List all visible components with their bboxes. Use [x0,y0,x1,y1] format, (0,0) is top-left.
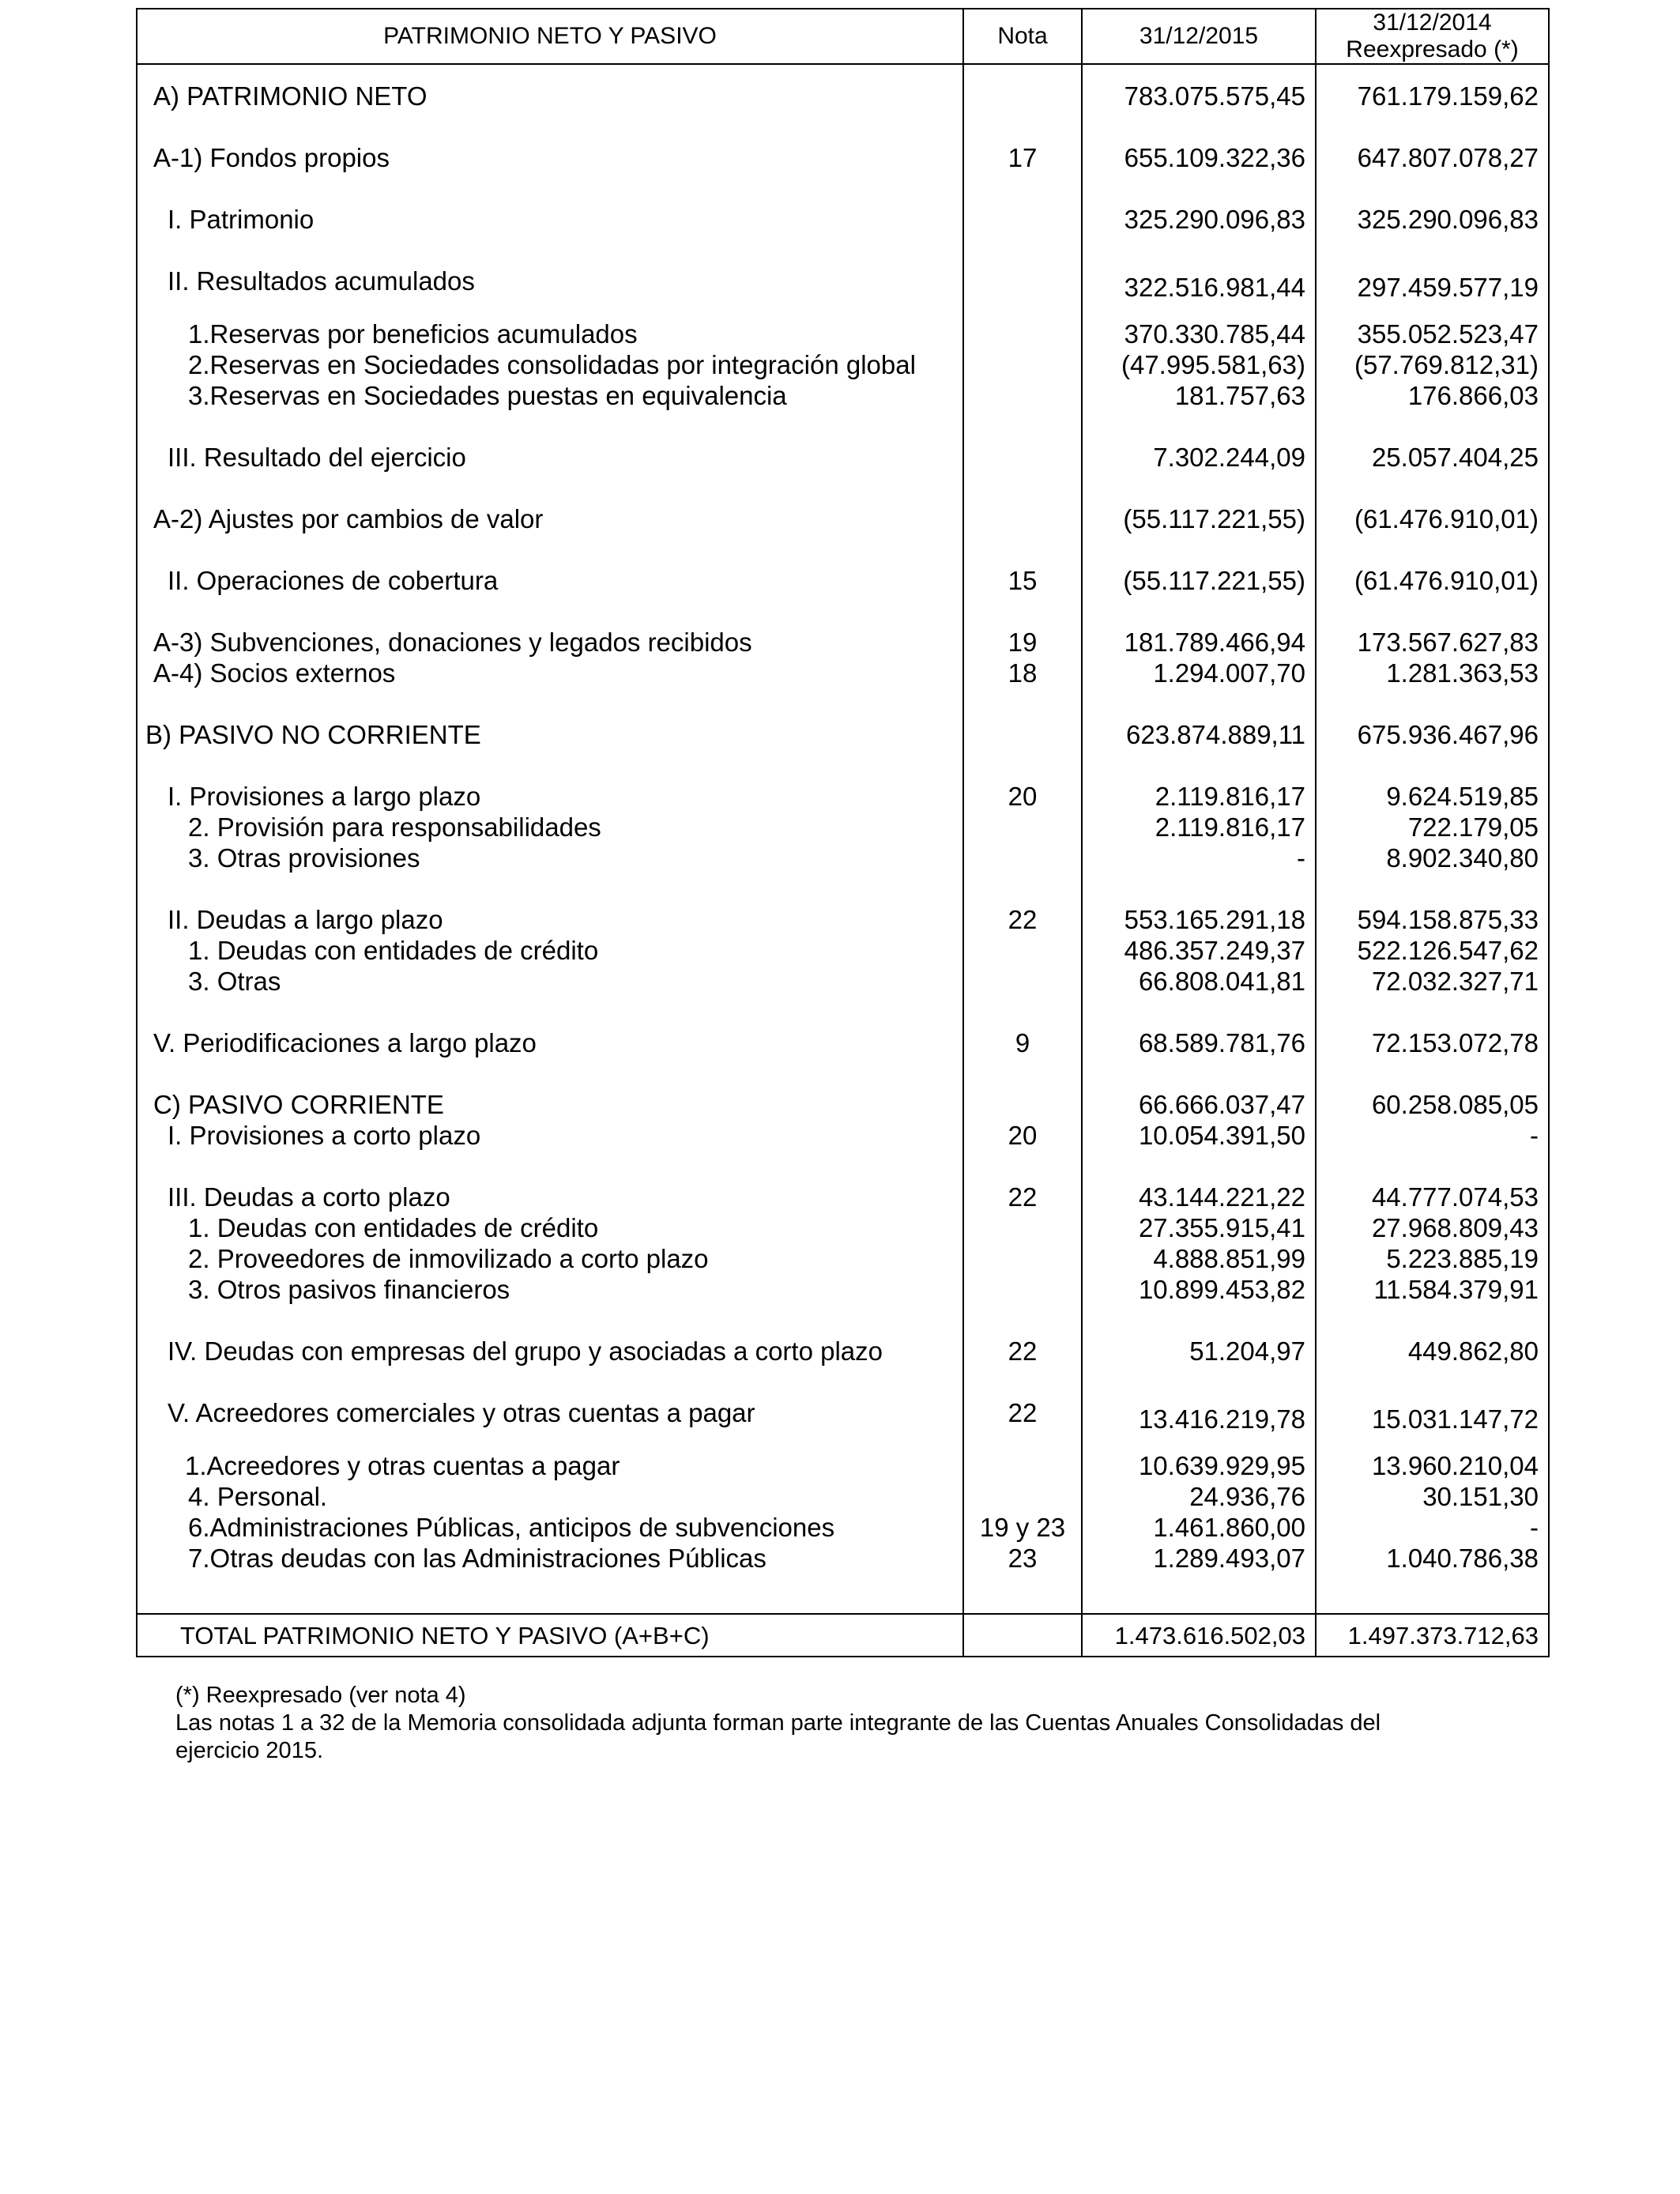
row-label: III. Deudas a corto plazo [137,1182,963,1212]
row-label: I. Provisiones a corto plazo [137,1120,963,1151]
row-value-2015: 181.757,63 [1082,380,1316,411]
row-nota: 19 [963,627,1082,658]
row-value-2014: - [1316,1120,1549,1151]
row-nota [963,1450,1082,1481]
row-value-2014: (61.476.910,01) [1316,565,1549,596]
row-value-2014: 13.960.210,04 [1316,1450,1549,1481]
row-nota [963,1481,1082,1512]
table-row [137,565,1549,596]
row-label: III. Resultado del ejercicio [137,442,963,473]
row-nota [963,380,1082,411]
row-value-2015: 486.357.249,37 [1082,935,1316,966]
total-nota [963,1614,1082,1657]
footnotes [175,1682,1479,1765]
table-row [137,1089,1549,1120]
table-row [137,204,1549,235]
table-row [137,1336,1549,1367]
row-value-2015: 68.589.781,76 [1082,1027,1316,1058]
table-row [137,503,1549,534]
row-nota: 18 [963,658,1082,688]
row-label: A-2) Ajustes por cambios de valor [137,503,963,534]
row-nota: 20 [963,781,1082,812]
row-label: 2. Provisión para responsabilidades [137,812,963,843]
row-value-2014: 44.777.074,53 [1316,1182,1549,1212]
row-label: B) PASIVO NO CORRIENTE [137,719,963,750]
row-nota [963,812,1082,843]
row-label: 7.Otras deudas con las Administraciones Públicas [137,1543,963,1574]
row-label: A-1) Fondos propios [137,142,963,173]
row-value-2014: 355.052.523,47 [1316,319,1549,349]
table-row [137,812,1549,843]
row-value-2014: 27.968.809,43 [1316,1212,1549,1243]
table-row [137,380,1549,411]
row-label: I. Patrimonio [137,204,963,235]
total-label: TOTAL PATRIMONIO NETO Y PASIVO (A+B+C) [137,1614,963,1657]
row-nota [963,935,1082,966]
row-value-2015: 1.289.493,07 [1082,1543,1316,1574]
row-value-2015: (47.995.581,63) [1082,349,1316,380]
total-value-2015: 1.473.616.502,03 [1082,1614,1316,1657]
row-value-2015: 325.290.096,83 [1082,204,1316,235]
table-row [137,142,1549,173]
footnote-memoria-line2: ejercicio 2015. [175,1738,323,1763]
row-label: 2.Reservas en Sociedades consolidadas por integración global [137,349,963,380]
row-value-2014: 325.290.096,83 [1316,204,1549,235]
row-value-2015: 43.144.221,22 [1082,1182,1316,1212]
row-value-2015: 2.119.816,17 [1082,812,1316,843]
row-value-2015: 370.330.785,44 [1082,319,1316,349]
row-value-2014: 1.040.786,38 [1316,1543,1549,1574]
row-value-2015: 51.204,97 [1082,1336,1316,1367]
row-value-2014: 11.584.379,91 [1316,1274,1549,1305]
table-row [137,1481,1549,1512]
table-row [137,966,1549,997]
row-value-2014: 522.126.547,62 [1316,935,1549,966]
row-value-2015: 322.516.981,44 [1082,266,1316,303]
row-value-2015: 7.302.244,09 [1082,442,1316,473]
row-label: 6.Administraciones Públicas, anticipos de subvenciones [137,1512,963,1543]
row-nota: 22 [963,1397,1082,1434]
row-nota [963,319,1082,349]
row-label: 3. Otras provisiones [137,843,963,873]
row-nota [963,843,1082,873]
row-label: 3. Otros pasivos financieros [137,1274,963,1305]
row-label: 1.Acreedores y otras cuentas a pagar [137,1450,963,1481]
row-value-2014: 173.567.627,83 [1316,627,1549,658]
row-nota [963,81,1082,111]
row-nota [963,204,1082,235]
row-value-2014: 449.862,80 [1316,1336,1549,1367]
row-label: V. Acreedores comerciales y otras cuentas a pagar [137,1397,963,1434]
row-value-2015: 1.461.860,00 [1082,1512,1316,1543]
row-value-2015: 655.109.322,36 [1082,142,1316,173]
header-2014-date: 31/12/2014 [1373,9,1492,36]
row-nota: 23 [963,1543,1082,1574]
row-value-2015: 10.899.453,82 [1082,1274,1316,1305]
row-value-2014: - [1316,1512,1549,1543]
row-value-2014: (61.476.910,01) [1316,503,1549,534]
header-2014-restated: Reexpresado (*) [1346,36,1519,62]
header-2015: 31/12/2015 [1082,9,1316,64]
balance-sheet-table [136,8,1550,1657]
row-value-2014: 675.936.467,96 [1316,719,1549,750]
table-row [137,349,1549,380]
row-value-2015: 1.294.007,70 [1082,658,1316,688]
row-value-2015: 2.119.816,17 [1082,781,1316,812]
row-nota [963,719,1082,750]
table-row [137,1512,1549,1543]
row-label: 4. Personal. [137,1481,963,1512]
row-nota: 22 [963,1182,1082,1212]
table-row [137,627,1549,658]
row-label: 3. Otras [137,966,963,997]
row-value-2014: 30.151,30 [1316,1481,1549,1512]
row-nota: 15 [963,565,1082,596]
table-row [137,1450,1549,1481]
row-nota: 17 [963,142,1082,173]
row-value-2015: 10.639.929,95 [1082,1450,1316,1481]
row-value-2015: 4.888.851,99 [1082,1243,1316,1274]
row-value-2014: 647.807.078,27 [1316,142,1549,173]
row-value-2014: 176.866,03 [1316,380,1549,411]
total-row [137,1614,1549,1657]
row-nota [963,1089,1082,1120]
table-row [137,843,1549,873]
row-label: 1. Deudas con entidades de crédito [137,935,963,966]
row-value-2015: (55.117.221,55) [1082,565,1316,596]
table-row [137,935,1549,966]
row-label: II. Deudas a largo plazo [137,904,963,935]
row-nota [963,442,1082,473]
row-label: V. Periodificaciones a largo plazo [137,1027,963,1058]
row-label: 1. Deudas con entidades de crédito [137,1212,963,1243]
table-row [137,904,1549,935]
row-value-2015: 24.936,76 [1082,1481,1316,1512]
table-row [137,658,1549,688]
table-row [137,781,1549,812]
row-nota [963,1212,1082,1243]
row-nota: 20 [963,1120,1082,1151]
row-nota [963,349,1082,380]
row-value-2015: 181.789.466,94 [1082,627,1316,658]
row-value-2014: 8.902.340,80 [1316,843,1549,873]
row-value-2014: 594.158.875,33 [1316,904,1549,935]
row-label: I. Provisiones a largo plazo [137,781,963,812]
row-value-2014: (57.769.812,31) [1316,349,1549,380]
table-row [137,319,1549,349]
row-label: A-4) Socios externos [137,658,963,688]
row-value-2014: 25.057.404,25 [1316,442,1549,473]
row-value-2014: 72.153.072,78 [1316,1027,1549,1058]
row-value-2015: (55.117.221,55) [1082,503,1316,534]
row-value-2015: 13.416.219,78 [1082,1397,1316,1434]
row-label: C) PASIVO CORRIENTE [137,1089,963,1120]
row-nota: 22 [963,904,1082,935]
footnote-memoria-line1: Las notas 1 a 32 de la Memoria consolidada adjunta forman parte integrante de las Cuentas Anuales Consolidadas del [175,1710,1381,1736]
row-value-2014: 722.179,05 [1316,812,1549,843]
row-value-2014: 1.281.363,53 [1316,658,1549,688]
table-row [137,1243,1549,1274]
table-row [137,719,1549,750]
row-value-2015: 783.075.575,45 [1082,81,1316,111]
row-nota [963,503,1082,534]
row-value-2015: 623.874.889,11 [1082,719,1316,750]
row-nota [963,1243,1082,1274]
row-value-2014: 72.032.327,71 [1316,966,1549,997]
header-title: PATRIMONIO NETO Y PASIVO [137,9,963,64]
row-nota [963,966,1082,997]
row-label: A) PATRIMONIO NETO [137,81,963,111]
row-value-2014: 15.031.147,72 [1316,1397,1549,1434]
row-value-2014: 297.459.577,19 [1316,266,1549,303]
table-row [137,1120,1549,1151]
row-nota: 9 [963,1027,1082,1058]
row-value-2015: 10.054.391,50 [1082,1120,1316,1151]
row-label: II. Resultados acumulados [137,266,963,303]
row-label: A-3) Subvenciones, donaciones y legados recibidos [137,627,963,658]
row-label: 1.Reservas por beneficios acumulados [137,319,963,349]
table-row [137,1027,1549,1058]
row-value-2015: 66.808.041,81 [1082,966,1316,997]
row-label: 2. Proveedores de inmovilizado a corto plazo [137,1243,963,1274]
row-label: II. Operaciones de cobertura [137,565,963,596]
row-nota [963,1274,1082,1305]
row-value-2014: 761.179.159,62 [1316,81,1549,111]
header-nota: Nota [963,9,1082,64]
row-value-2015: - [1082,843,1316,873]
header-2014 [1316,9,1549,64]
row-nota: 19 y 23 [963,1512,1082,1543]
table-header-row [137,9,1549,64]
table-row [137,1182,1549,1212]
row-nota [963,266,1082,303]
row-value-2015: 66.666.037,47 [1082,1089,1316,1120]
table-row [137,442,1549,473]
table-row [137,1274,1549,1305]
total-value-2014: 1.497.373.712,63 [1316,1614,1549,1657]
row-value-2015: 27.355.915,41 [1082,1212,1316,1243]
table-row [137,1212,1549,1243]
row-label: 3.Reservas en Sociedades puestas en equivalencia [137,380,963,411]
row-value-2014: 60.258.085,05 [1316,1089,1549,1120]
table-row [137,1397,1549,1434]
table-row [137,81,1549,111]
row-value-2015: 553.165.291,18 [1082,904,1316,935]
table-row [137,1543,1549,1574]
row-label: IV. Deudas con empresas del grupo y asociadas a corto plazo [137,1336,963,1367]
row-value-2014: 9.624.519,85 [1316,781,1549,812]
footnote-restated: (*) Reexpresado (ver nota 4) [175,1683,466,1708]
table-row [137,266,1549,303]
row-value-2014: 5.223.885,19 [1316,1243,1549,1274]
row-nota: 22 [963,1336,1082,1367]
